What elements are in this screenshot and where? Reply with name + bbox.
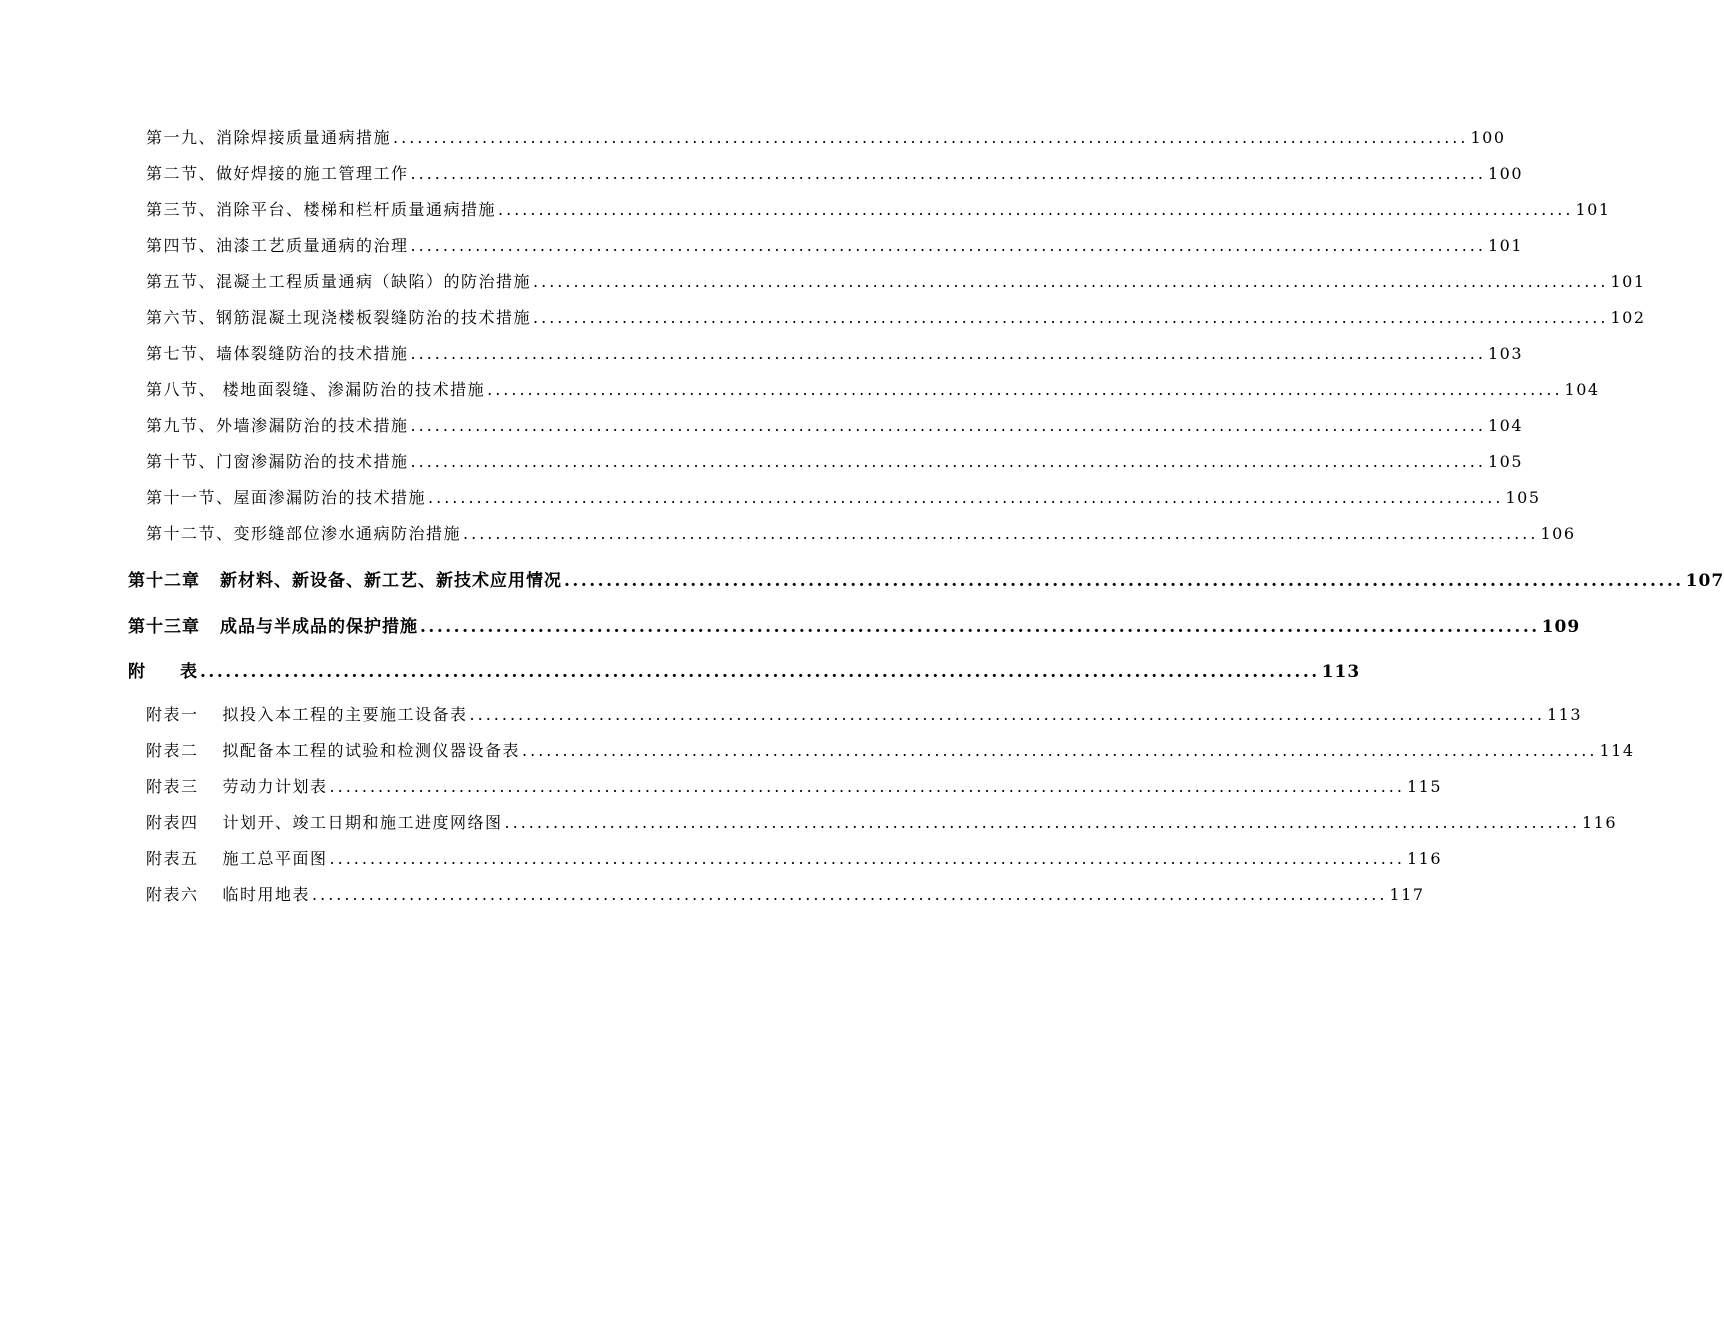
- toc-entry-label: 第十一节、屋面渗漏防治的技术措施: [146, 488, 427, 507]
- toc-entry[interactable]: [0, 521, 1576, 547]
- toc-entry[interactable]: [0, 305, 1646, 331]
- toc-entry-label: 附表五 施工总平面图: [146, 849, 328, 868]
- dot-leader: .....................................................................................................................................: [504, 813, 1580, 832]
- dot-leader: .....................................................................................................................................: [329, 849, 1405, 868]
- dot-leader: .....................................................................................................................................: [312, 885, 1388, 904]
- toc-page-number: 105: [1505, 488, 1541, 507]
- toc-entry-label: 附表四 计划开、竣工日期和施工进度网络图: [146, 813, 503, 832]
- toc-entry[interactable]: [0, 233, 1524, 259]
- dot-leader: .....................................................................................................................................: [200, 662, 1320, 682]
- toc-chapter-label: 第十三章 成品与半成品的保护措施: [128, 617, 418, 637]
- toc-page-number: 104: [1564, 380, 1600, 399]
- toc-page-number: 116: [1406, 849, 1443, 868]
- toc-entry[interactable]: [0, 377, 1600, 403]
- toc-chapter-label: 附 表: [128, 662, 198, 682]
- toc-entry[interactable]: [0, 125, 1506, 151]
- toc-chapter-entry[interactable]: [0, 566, 1724, 592]
- toc-entry-label: 第四节、油漆工艺质量通病的治理: [146, 236, 409, 255]
- toc-page-number: 113: [1321, 662, 1361, 682]
- dot-leader: .....................................................................................................................................: [428, 488, 1504, 507]
- dot-leader: .....................................................................................................................................: [487, 380, 1563, 399]
- dot-leader: .....................................................................................................................................: [410, 164, 1486, 183]
- toc-page-number: 103: [1487, 344, 1524, 363]
- toc-entry-label: 第一九、消除焊接质量通病措施: [146, 128, 392, 147]
- toc-entry-label: 第八节、 楼地面裂缝、渗漏防治的技术措施: [146, 380, 486, 399]
- dot-leader: .....................................................................................................................................: [329, 777, 1405, 796]
- toc-chapter-entry[interactable]: [0, 657, 1361, 683]
- toc-entry-label: 第九节、外墙渗漏防治的技术措施: [146, 416, 409, 435]
- toc-page-number: 101: [1487, 236, 1524, 255]
- toc-page-number: 101: [1610, 272, 1646, 291]
- toc-entry[interactable]: [0, 161, 1524, 187]
- dot-leader: .....................................................................................................................................: [533, 308, 1609, 327]
- toc-page-number: 115: [1406, 777, 1443, 796]
- toc-page-number: 116: [1581, 813, 1618, 832]
- toc-page-number: 117: [1389, 885, 1425, 904]
- toc-entry[interactable]: [0, 197, 1611, 223]
- toc-entry-label: 附表三 劳动力计划表: [146, 777, 328, 796]
- dot-leader: .....................................................................................................................................: [522, 741, 1598, 760]
- toc-page-number: 101: [1575, 200, 1611, 219]
- dot-leader: .....................................................................................................................................: [410, 344, 1486, 363]
- toc-entry-label: 第十节、门窗渗漏防治的技术措施: [146, 452, 409, 471]
- toc-page-number: 105: [1487, 452, 1524, 471]
- toc-page-number: 100: [1487, 164, 1524, 183]
- toc-entry[interactable]: [0, 702, 1583, 728]
- dot-leader: .....................................................................................................................................: [498, 200, 1574, 219]
- dot-leader: .....................................................................................................................................: [533, 272, 1609, 291]
- dot-leader: .....................................................................................................................................: [564, 571, 1684, 591]
- toc-page-number: 102: [1610, 308, 1646, 327]
- toc-entry[interactable]: [0, 738, 1635, 764]
- toc-entry-label: 第六节、钢筋混凝土现浇楼板裂缝防治的技术措施: [146, 308, 532, 327]
- dot-leader: .....................................................................................................................................: [469, 705, 1545, 724]
- toc-entry[interactable]: [0, 882, 1425, 908]
- toc-page-number: 107: [1685, 571, 1724, 591]
- dot-leader: .....................................................................................................................................: [410, 236, 1486, 255]
- toc-entry-label: 附表六 临时用地表: [146, 885, 311, 904]
- toc-page-number: 114: [1599, 741, 1635, 760]
- dot-leader: .....................................................................................................................................: [410, 452, 1486, 471]
- toc-entry[interactable]: [0, 810, 1618, 836]
- toc-entry-label: 附表二 拟配备本工程的试验和检测仪器设备表: [146, 741, 521, 760]
- dot-leader: .....................................................................................................................................: [463, 524, 1539, 543]
- dot-leader: .....................................................................................................................................: [393, 128, 1469, 147]
- toc-entry[interactable]: [0, 846, 1443, 872]
- toc-entry-label: 第五节、混凝土工程质量通病（缺陷）的防治措施: [146, 272, 532, 291]
- toc-entry[interactable]: [0, 774, 1443, 800]
- toc-entry-label: 第二节、做好焊接的施工管理工作: [146, 164, 409, 183]
- toc-entry-label: 第三节、消除平台、楼梯和栏杆质量通病措施: [146, 200, 497, 219]
- toc-entry-label: 附表一 拟投入本工程的主要施工设备表: [146, 705, 468, 724]
- toc-page-number: 109: [1541, 617, 1581, 637]
- toc-chapter-entry[interactable]: [0, 612, 1581, 638]
- toc-entry[interactable]: [0, 485, 1541, 511]
- toc-chapter-label: 第十二章 新材料、新设备、新工艺、新技术应用情况: [128, 571, 562, 591]
- toc-entry-label: 第十二节、变形缝部位渗水通病防治措施: [146, 524, 462, 543]
- dot-leader: .....................................................................................................................................: [420, 617, 1540, 637]
- toc-page-number: 106: [1540, 524, 1576, 543]
- toc-page-number: 104: [1487, 416, 1524, 435]
- toc-entry[interactable]: [0, 341, 1524, 367]
- toc-entry[interactable]: [0, 449, 1524, 475]
- toc-entry[interactable]: [0, 413, 1524, 439]
- toc-page-number: 113: [1546, 705, 1583, 724]
- toc-page-number: 100: [1470, 128, 1506, 147]
- toc-entry-label: 第七节、墙体裂缝防治的技术措施: [146, 344, 409, 363]
- toc-entry[interactable]: [0, 269, 1646, 295]
- dot-leader: .....................................................................................................................................: [410, 416, 1486, 435]
